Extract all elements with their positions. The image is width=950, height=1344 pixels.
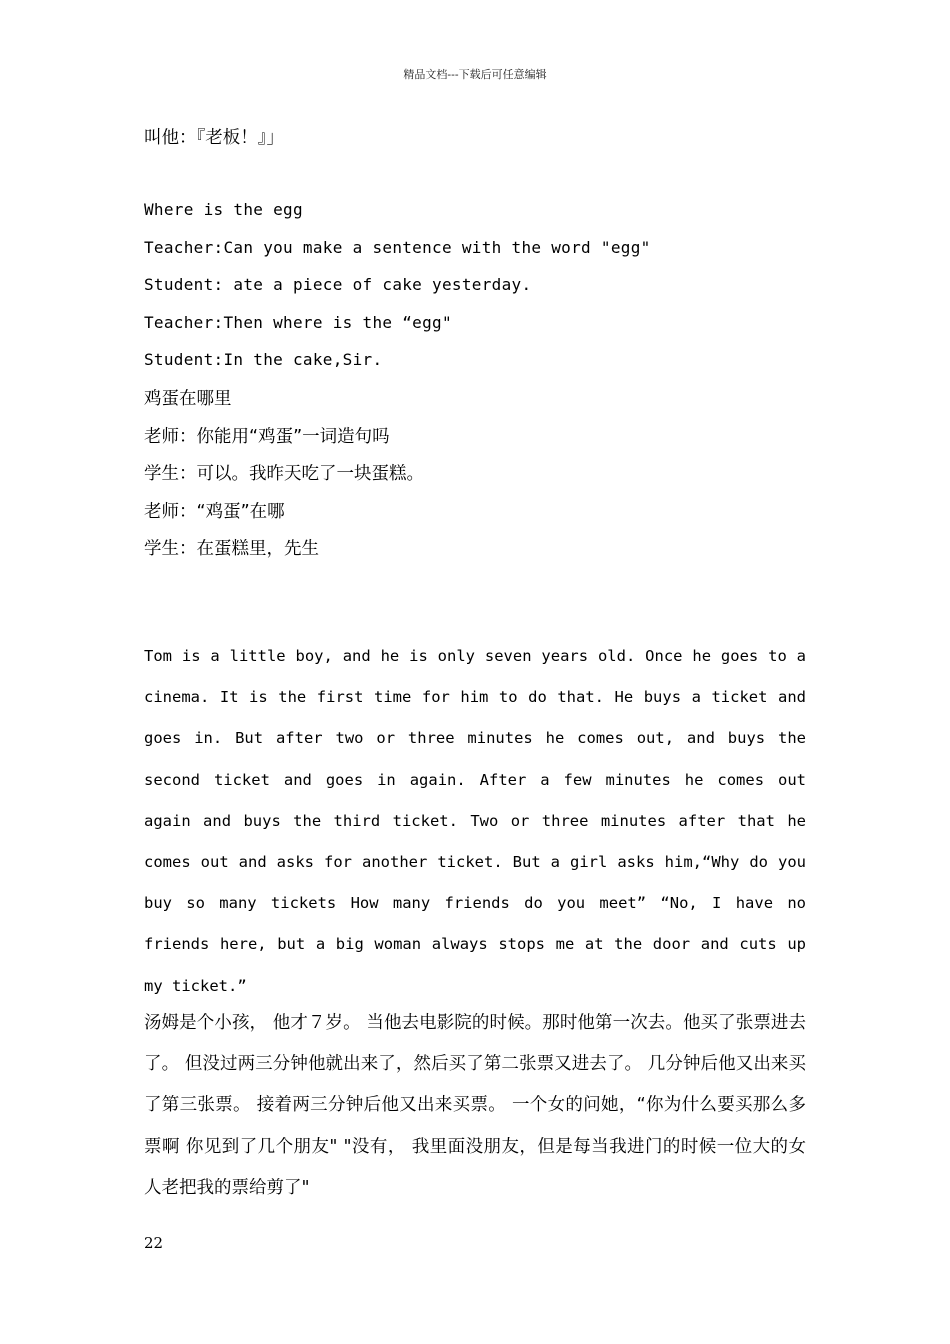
joke-line-cn: 老师：你能用“鸡蛋”一词造句吗 (144, 427, 390, 447)
joke-title-en: Where is the egg (144, 200, 303, 219)
story-en-block (144, 636, 806, 1007)
opening-line: 叫他：『老板！』」 (144, 128, 284, 148)
story-cn-block (144, 1003, 806, 1209)
joke-line-cn: 学生：可以。我昨天吃了一块蛋糕。 (144, 464, 424, 484)
story-paragraph-en: Tom is a little boy, and he is only seven years old. Once he goes to a cinema. It is the first time for him to do that. He buys a ticket and goes in. But after two or three minutes he comes out, and buys the second ticket and goes in again. After a few minutes he comes out again and buys the third ticket. Two or three minutes after that he comes out and asks for another ticket. But a girl asks him,“Why do you buy so many tickets How many friends do you meet” “No, I have no friends here, but a big woman always stops me at the door and cuts up my ticket.” (144, 647, 806, 995)
story-paragraph-cn: 汤姆是个小孩， 他才７岁。 当他去电影院的时候。那时他第一次去。他买了张票进去了。 但没过两三分钟他就出来了，然后买了第二张票又进去了。 几分钟后他又出来买了第三张票。 接着两三分钟后他又出来买票。 一个女的问她，“你为什么要买那么多票啊 你见到了几个朋友" "没有， 我里面没朋友，但是每当我进门的时候一位大的女人老把我的票给剪了" (144, 1013, 806, 1198)
joke-line-cn: 学生：在蛋糕里，先生 (144, 539, 319, 559)
joke-line-cn: 老师：“鸡蛋”在哪 (144, 502, 285, 522)
page-header: 精品文档---下载后可任意编辑 (403, 68, 547, 81)
joke-title-cn: 鸡蛋在哪里 (144, 389, 232, 409)
joke-line-en: Teacher:Then where is the “egg" (144, 313, 452, 332)
page-number: 22 (144, 1234, 164, 1252)
joke-line-en: Student:In the cake,Sir. (144, 350, 383, 369)
joke-line-en: Student: ate a piece of cake yesterday. (144, 275, 532, 294)
joke-line-en: Teacher:Can you make a sentence with the word "egg" (144, 238, 651, 257)
